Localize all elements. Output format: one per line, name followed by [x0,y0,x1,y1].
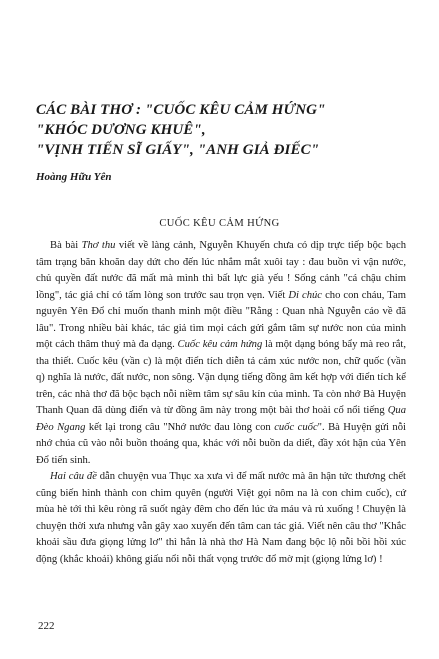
italic-title: Thơ thu [81,240,116,251]
text-run: dẫn chuyện vua Thục xa xưa vì để mất nước mà ân hận tức thương chết cũng biến hình thành con chim quyên (người Việt gọi nôm na là con chim cuốc), cứ mùa hè tới thì kêu ròng rã suốt ngày đêm cho đến lúc ứa máu và rủ xuống ! Chuyện là chuyện thời xưa nhưng vẫn gây xao xuyến đến tâm can tác giả. Viết nên câu thơ "Khắc khoải sầu đưa giọng lửng lơ" thì hẳn là nhà thơ Hà Nam đang bộc lộ nỗi bồi hồi xúc động (khắc khoải) không giấu nổi nỗi thất vọng trước đổ mờ mịt (giọng lửng lơ) ! [36,471,406,565]
author-name: Hoàng Hữu Yên [36,171,112,183]
italic-word: cuốc cuốc [274,421,318,433]
italic-title: Qua Đèo Ngang [36,405,406,433]
heading-line-3: "VỊNH TIẾN SĨ GIẤY", "ANH GIẢ ĐIẾC" [36,142,320,158]
section-title: CUỐC KÊU CẢM HỨNG [159,218,280,229]
text-run: là một dạng bóng bẩy mà reo rắt, tha thiết. Cuốc kêu (vần c) là một điển tích diễn tả cảm xúc nước non, chữ quốc (vần q) nghĩa là nước, đất nước, non sông. Vận dụng tiếng đồng âm kết hợp với điển tích kể trên, các nhà thơ đã bộc bạch nỗi niềm tâm sự sâu kín của mình. Ta còn nhớ Bà Huyện Thanh Quan đã dùng điển và từ đồng âm này trong một bài thơ hoài cổ nổi tiếng [36,339,407,416]
heading-line-1: CÁC BÀI THƠ : "CUỐC KÊU CẢM HỨNG" [36,102,326,118]
chapter-heading [36,100,406,160]
paragraph-2 [36,469,406,568]
text-run: cho con cháu, Tam nguyên Yên Đổ chỉ muốn thanh minh một điều "Rằng : Quan nhà Nguyễn cáo về đã lâu". Trong nhiều bài khác, tác giả tìm mọi cách gửi gắm tâm sự nước non của mình một cách thâm thuý mà đa dạng. [36,289,406,350]
text-run: Bà bài [50,240,82,251]
heading-line-2: "KHÓC DƯƠNG KHUÊ", [36,122,206,138]
italic-title: Di chúc [288,289,323,301]
italic-term: Hai câu đề [50,471,97,482]
text-run: kết lại trong câu "Nhớ nước đau lòng con [85,421,275,433]
italic-title: Cuốc kêu cảm hứng [177,339,263,350]
text-run: ". Bà Huyện gửi nỗi nhớ chúa cũ vào nỗi buồn thoáng qua, khác với nỗi buồn da diết, đầy xót hận của Yên Đổ tiến sinh. [36,421,406,466]
page-number: 222 [38,620,55,632]
text-run: viết về làng cảnh, Nguyễn Khuyến chưa có dịp trực tiếp bộc bạch tâm trạng băn khoăn day dứt cho đến lúc nhắm mắt xuôi tay : đau buồn vì vận nước, chủ quyền đất nước đã mất mà mình thì bất lực già yếu ! Sống cảnh "cá chậu chim lồng", tác giả chỉ có tấm lòng son trước sau trọn vẹn. Viết [36,240,407,301]
body-text [36,238,406,568]
paragraph-1 [36,238,406,469]
